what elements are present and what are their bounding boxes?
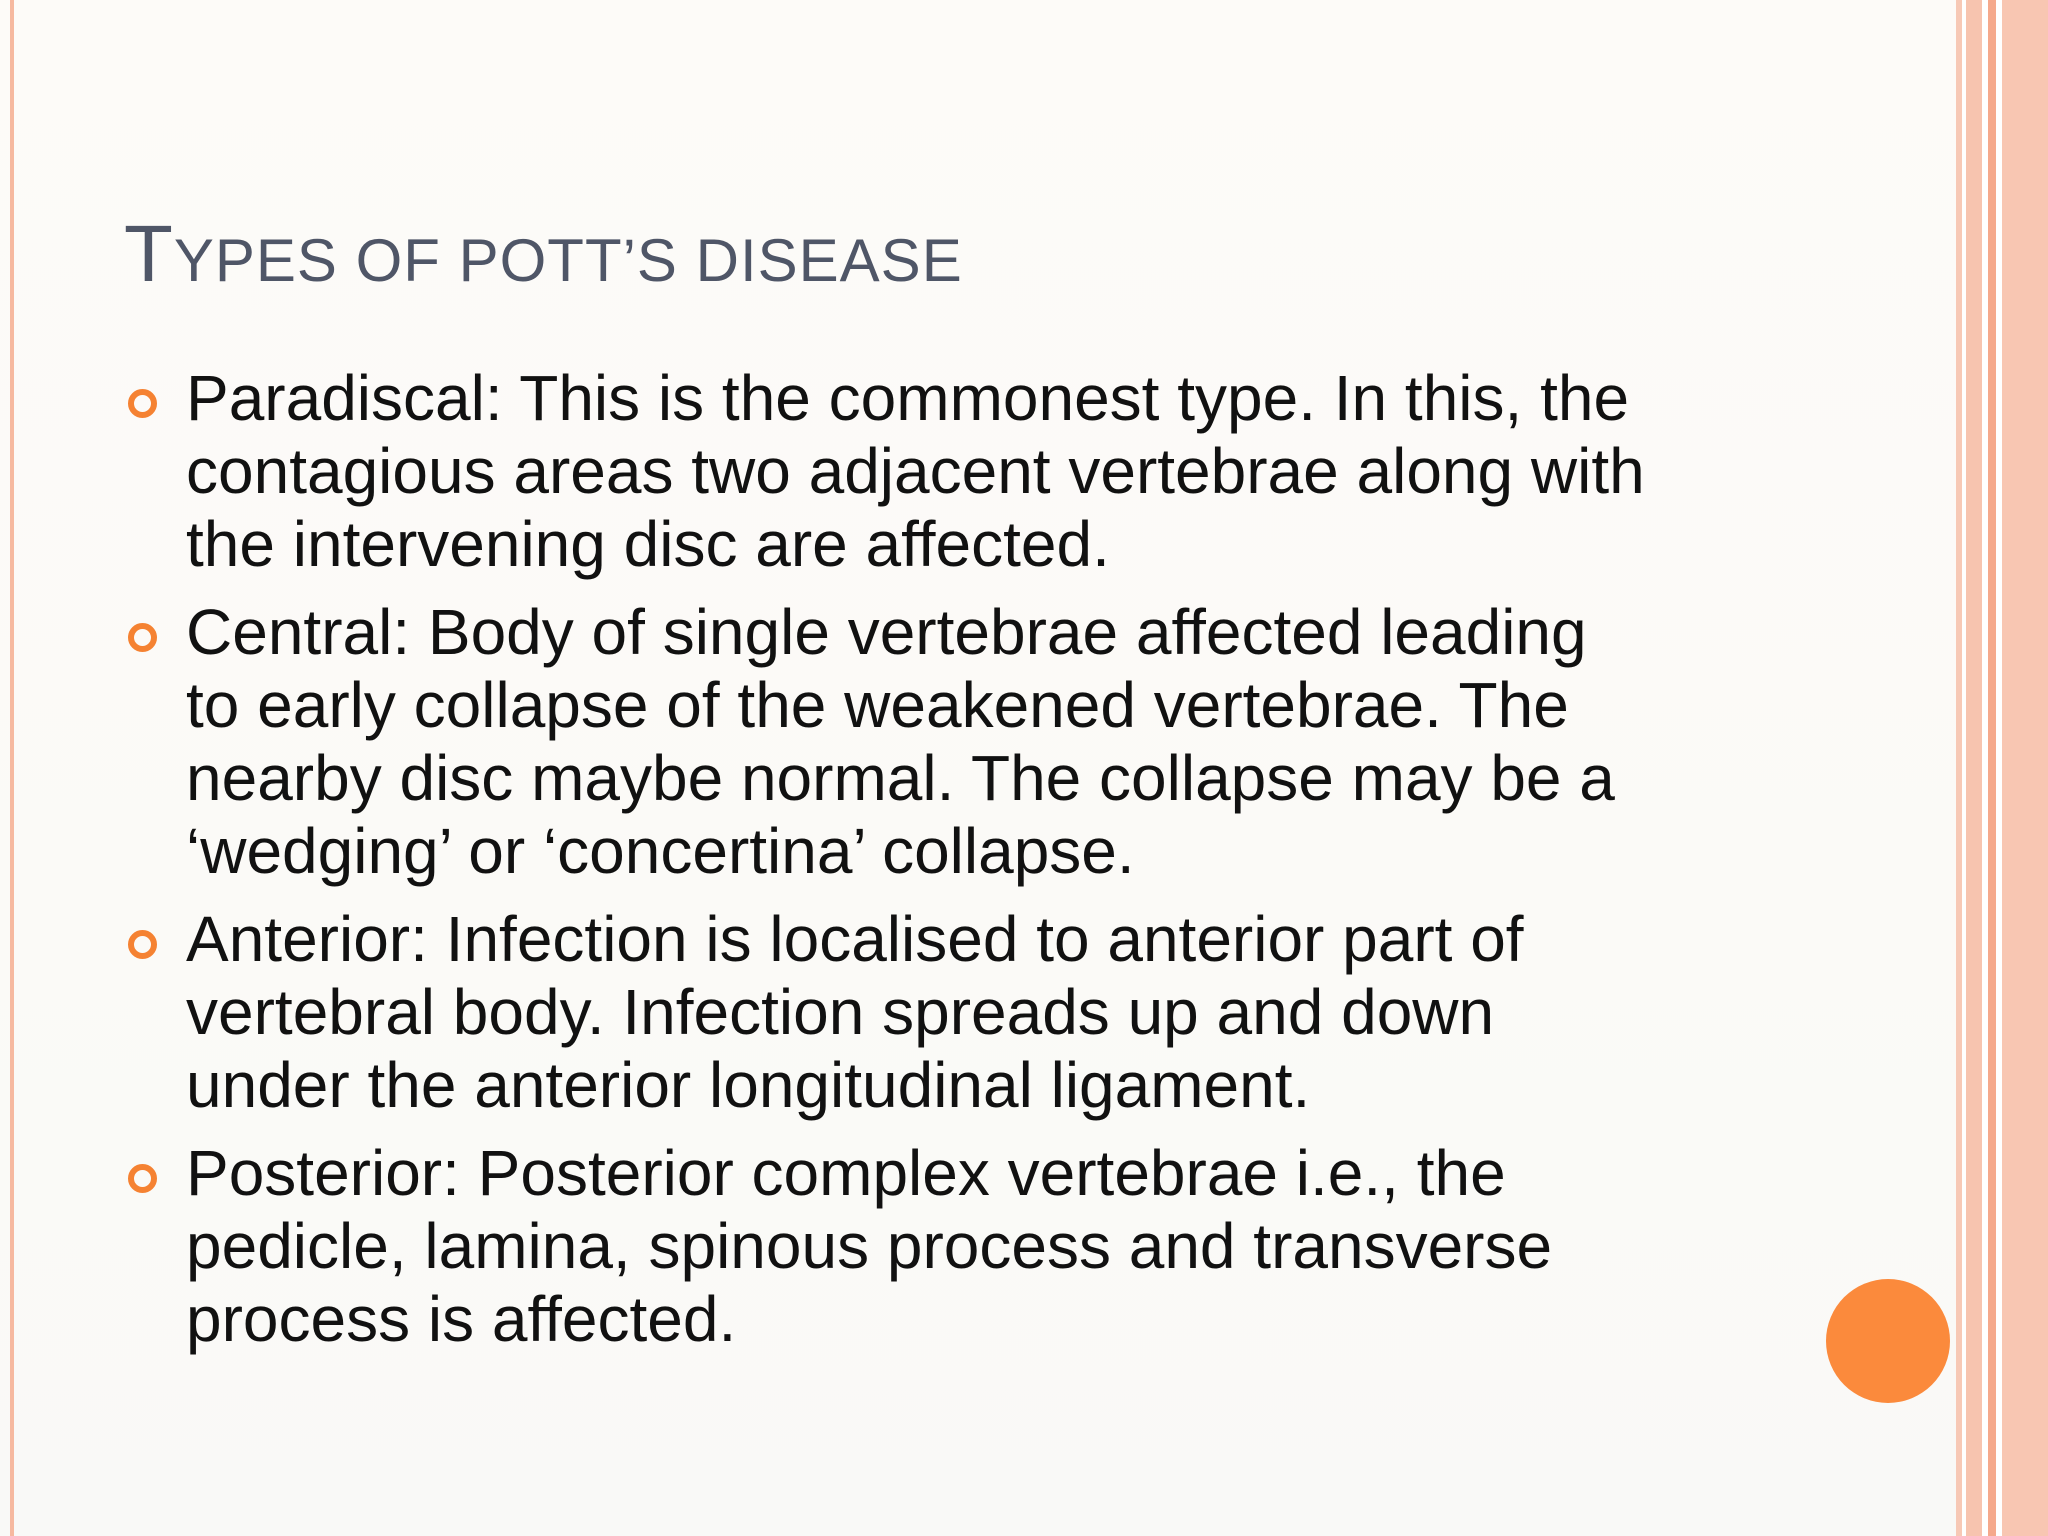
ring-bullet-icon xyxy=(128,389,157,418)
ring-bullet-icon xyxy=(128,930,157,959)
slide-title xyxy=(124,209,963,298)
bullet-list xyxy=(124,362,1764,1371)
bullet-line: contagious areas two adjacent vertebrae along with xyxy=(186,435,1645,507)
right-stripe xyxy=(1966,0,1982,1536)
bullet-item-anterior xyxy=(124,903,1764,1122)
bullet-line: Central: Body of single vertebrae affected leading xyxy=(186,596,1587,668)
bullet-line: pedicle, lamina, spinous process and transverse xyxy=(186,1210,1553,1282)
bullet-line: under the anterior longitudinal ligament. xyxy=(186,1049,1311,1121)
bullet-line: process is affected. xyxy=(186,1283,737,1355)
title-rest: YPES OF POTT’S DISEASE xyxy=(173,227,963,294)
title-initial: T xyxy=(124,209,174,298)
bullet-item-posterior xyxy=(124,1137,1764,1356)
ring-bullet-icon xyxy=(128,1164,157,1193)
right-stripe xyxy=(2002,0,2048,1536)
bullet-line: to early collapse of the weakened vertebrae. The xyxy=(186,669,1569,741)
bullet-line: Anterior: Infection is localised to anterior part of xyxy=(186,903,1524,975)
bullet-line: Posterior: Posterior complex vertebrae i.e., the xyxy=(186,1137,1506,1209)
left-border-line xyxy=(10,0,14,1536)
ring-bullet-icon xyxy=(128,623,157,652)
bullet-line: the intervening disc are affected. xyxy=(186,508,1110,580)
right-stripe xyxy=(1988,0,1996,1536)
bullet-line: nearby disc maybe normal. The collapse may be a xyxy=(186,742,1615,814)
bullet-item-central xyxy=(124,596,1764,888)
decorative-circle xyxy=(1826,1279,1950,1403)
bullet-line: vertebral body. Infection spreads up and down xyxy=(186,976,1495,1048)
bullet-line: Paradiscal: This is the commonest type. In this, the xyxy=(186,362,1630,434)
bullet-item-paradiscal xyxy=(124,362,1764,581)
bullet-line: ‘wedging’ or ‘concertina’ collapse. xyxy=(186,815,1135,887)
